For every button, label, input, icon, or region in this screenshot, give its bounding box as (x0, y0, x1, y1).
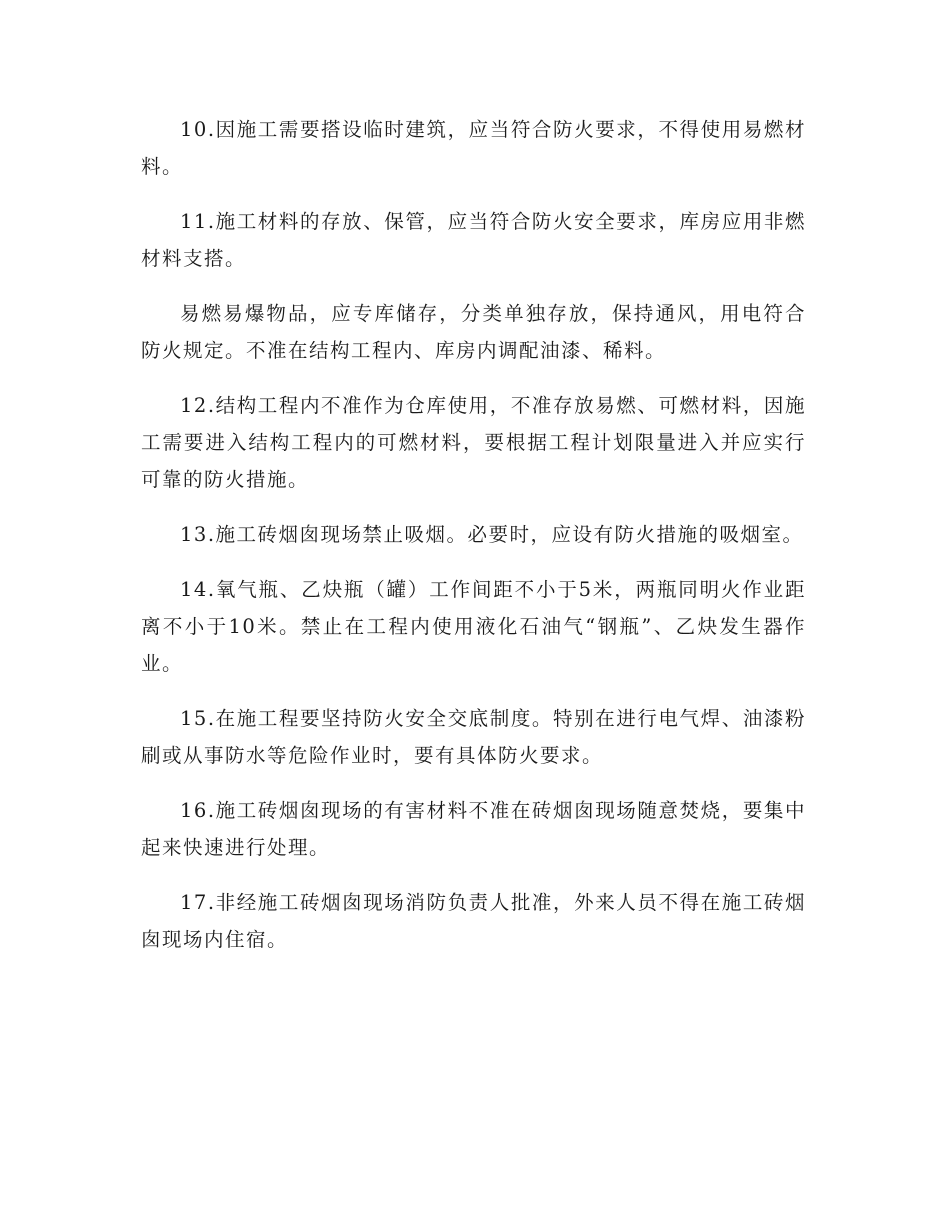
paragraph-item-14: 14.氧气瓶、乙炔瓶（罐）工作间距不小于5米，两瓶同明火作业距离不小于10米。禁止在工程内使用液化石油气“钢瓶”、乙炔发生器作业。 (141, 578, 806, 675)
paragraph-item-16: 16.施工砖烟囱现场的有害材料不准在砖烟囱现场随意焚烧，要集中起来快速进行处理。 (141, 799, 806, 859)
paragraph-item-10: 10.因施工需要搭设临时建筑，应当符合防火要求，不得使用易燃材料。 (141, 118, 806, 178)
paragraph-item-17: 17.非经施工砖烟囱现场消防负责人批准，外来人员不得在施工砖烟囱现场内住宿。 (141, 891, 806, 951)
paragraph-item-11: 11.施工材料的存放、保管，应当符合防火安全要求，库房应用非燃材料支搭。 (141, 210, 806, 270)
paragraph-item-11-flammables: 易燃易爆物品，应专库储存，分类单独存放，保持通风，用电符合防火规定。不准在结构工程内、库房内调配油漆、稀料。 (141, 302, 806, 362)
paragraph-item-13: 13.施工砖烟囱现场禁止吸烟。必要时，应设有防火措施的吸烟室。 (180, 523, 804, 546)
paragraph-item-12: 12.结构工程内不准作为仓库使用，不准存放易燃、可燃材料，因施工需要进入结构工程内的可燃材料，要根据工程计划限量进入并应实行可靠的防火措施。 (141, 394, 806, 491)
document-body (141, 111, 806, 976)
paragraph-item-15: 15.在施工程要坚持防火安全交底制度。特别在进行电气焊、油漆粉刷或从事防水等危险作业时，要有具体防火要求。 (141, 707, 806, 767)
